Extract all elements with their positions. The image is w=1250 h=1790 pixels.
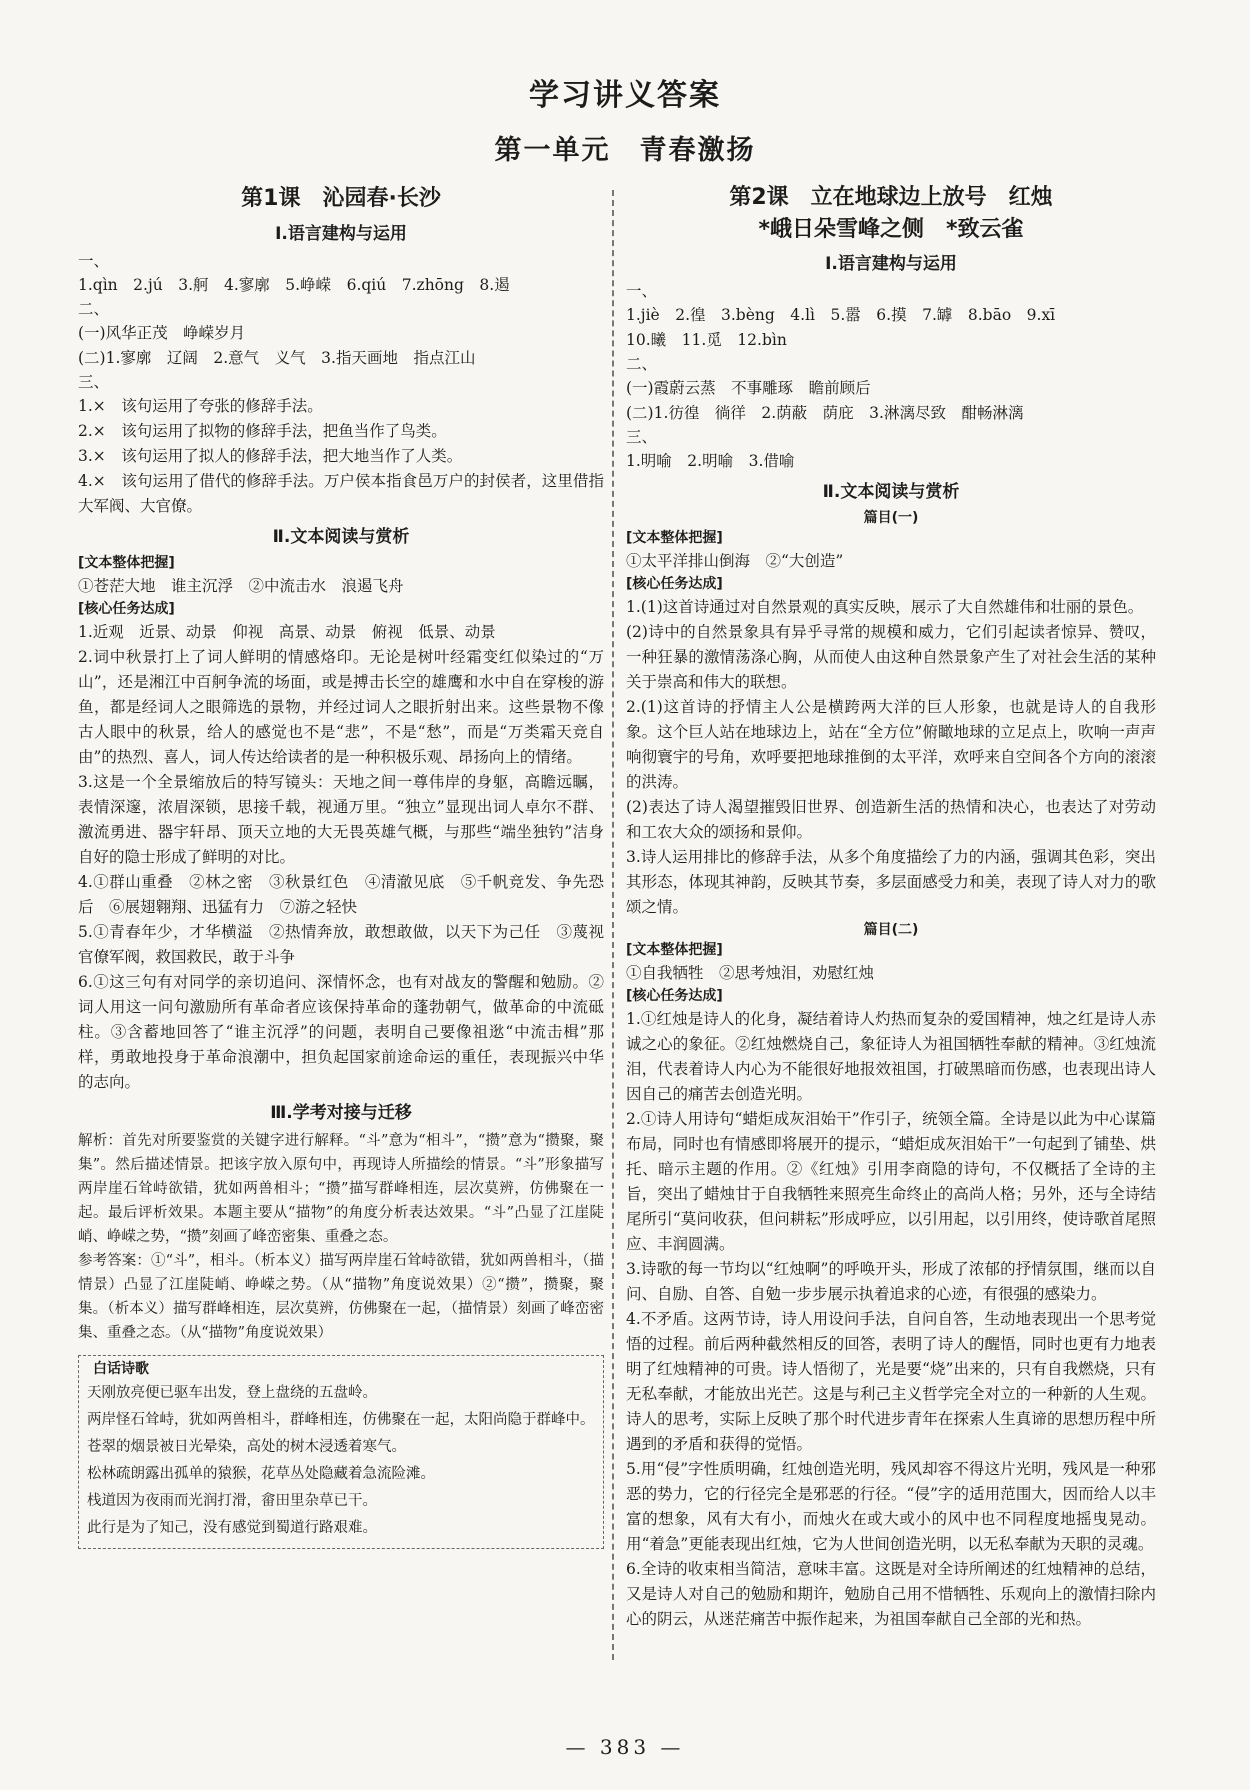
group-2-line-1: (一)风华正茂 峥嵘岁月 — [78, 324, 246, 342]
poem-line: 两岸怪石耸峙，犹如两兽相斗，群峰相连，仿佛聚在一起，太阳尚隐于群峰中。 — [87, 1412, 595, 1428]
vernacular-poem-title: 白话诗歌 — [93, 1361, 149, 1377]
group-1-answers: 1.qìn 2.jú 3.舸 4.寥廓 5.峥嵘 6.qiú 7.zhōng 8.遏 — [78, 276, 510, 294]
reference-answer: 参考答案：①“斗”，相斗。（析本义）描写两岸崖石耸峙欲错，犹如两兽相斗，（描情景）凸显了江崖陡峭、峥嵘之势。（从“描物”角度说效果）②“攒”，攒聚，聚集。（析本义）描写群峰相连，层次莫辨，仿佛聚在一起，（描情景）刻画了峰峦密集、重叠之态。（从“描物”角度说效果） — [78, 1253, 604, 1341]
page-number: — 383 — — [565, 1735, 685, 1759]
piece-1-answer: 2.(1)这首诗的抒情主人公是横跨两大洋的巨人形象，也就是诗人的自我形象。这个巨人站在地球边上，站在“全方位”俯瞰地球的立足点上，吹响一声声响彻寰宇的号角，欢呼要把地球推倒的太平洋，欢呼来自空间各个方向的滚滚的洪涛。 — [626, 698, 1156, 791]
piece-1-answer: 3.诗人运用排比的修辞手法，从多个角度描绘了力的内涵，强调其色彩，突出其形态，体现其神韵，反映其节奏，多层面感受力和美，表现了诗人对力的歌颂之情。 — [626, 848, 1156, 916]
answer-3: 3.这是一个全景缩放后的特写镜头：天地之间一尊伟岸的身躯，高瞻远瞩，表情深邃，浓眉深锁，思接千载，视通万里。“独立”显现出词人卓尔不群、激流勇进、器宇轩昂、顶天立地的大无畏英雄气概，与那些“端坐独钓”洁身自好的隐士形成了鲜明的对比。 — [78, 773, 604, 866]
group-3-line-4: 4.× 该句运用了借代的修辞手法。万户侯本指食邑万户的封侯者，这里借指大军阀、大官僚。 — [78, 472, 604, 515]
poem-line: 此行是为了知己，没有感觉到蜀道行路艰难。 — [87, 1520, 377, 1536]
piece-1-heading: 篇目(一) — [863, 510, 919, 526]
tag-text-grasp: [文本整体把握] — [78, 555, 175, 571]
column-divider — [612, 190, 614, 1660]
piece-2-answer: 2.①诗人用诗句“蜡炬成灰泪始干”作引子，统领全篇。全诗是以此为中心谋篇布局，同时也有情感即将展开的提示，“蜡炬成灰泪始干”一句起到了铺垫、烘托、暗示主题的作用。②《红烛》引用李商隐的诗句，不仅概括了全诗的主旨，突出了蜡烛甘于自我牺牲来照亮生命终止的高尚人格；另外，还与全诗结尾所引“莫问收获，但问耕耘”形成呼应，以引用起，以引用终，使诗歌首尾照应、丰润圆满。 — [626, 1110, 1156, 1253]
poem-line: 天刚放亮便已驱车出发，登上盘绕的五盘岭。 — [87, 1385, 377, 1401]
group-3-marker: 三、 — [78, 373, 110, 391]
poem-line: 松林疏朗露出孤单的猿猴，花草丛处隐藏着急流险滩。 — [87, 1466, 435, 1482]
group-3-line-3: 3.× 该句运用了拟人的修辞手法，把大地当作了人类。 — [78, 447, 463, 465]
section-exam-title: Ⅲ.学考对接与迁移 — [270, 1103, 412, 1123]
section-reading-title: Ⅱ.文本阅读与赏析 — [272, 527, 410, 547]
tag-text-grasp: [文本整体把握] — [626, 942, 723, 958]
group-3-line-1: 1.× 该句运用了夸张的修辞手法。 — [78, 397, 323, 415]
piece-2-answer: 6.全诗的收束相当简洁，意味丰富。这既是对全诗所阐述的红烛精神的总结，又是诗人对自己的勉励和期许，勉励自己用不惜牺牲、乐观向上的激情扫除内心的阴云，从迷茫痛苦中振作起来，为祖国奉献自己全部的光和热。 — [626, 1560, 1156, 1628]
section-language-title: Ⅰ.语言建构与运用 — [275, 224, 407, 244]
tag-text-grasp: [文本整体把握] — [626, 530, 723, 546]
analysis-text: 解析：首先对所要鉴赏的关键字进行解释。“斗”意为“相斗”，“攒”意为“攒聚，聚集”。然后描述情景。把该字放入原句中，再现诗人所描绘的情景。“斗”形象描写两岸崖石耸峙欲错，犹如两兽相斗；“攒”描写群峰相连，层次莫辨，仿佛聚在一起。最后评析效果。本题主要从“描物”的角度分析表达效果。“斗”凸显了江崖陡峭、峥嵘之势，“攒”刻画了峰峦密集、重叠之态。 — [78, 1133, 604, 1245]
answer-6: 6.①这三句有对同学的亲切追问、深情怀念，也有对战友的警醒和勉励。②词人用这一问句激励所有革命者应该保持革命的蓬勃朝气，做革命的中流砥柱。③含蓄地回答了“谁主沉浮”的问题，表明自己要像祖逖“中流击楫”那样，勇敢地投身于革命浪潮中，担负起国家前途命运的重任，表现振兴中华的志向。 — [78, 973, 604, 1091]
text-grasp-answer: ①太平洋排山倒海 ②“大创造” — [626, 552, 844, 570]
group-1-marker: 一、 — [626, 282, 658, 300]
right-column — [626, 182, 1156, 1632]
unit-title: 第一单元 青春激扬 — [494, 135, 756, 166]
group-1-line-1: 1.jiè 2.徨 3.bèng 4.lì 5.嚣 6.摸 7.罅 8.bāo 9.xī — [626, 306, 1056, 324]
tag-core-task: [核心任务达成] — [626, 576, 723, 592]
piece-2-heading: 篇目(二) — [863, 922, 919, 938]
vernacular-poem-box — [78, 1355, 604, 1549]
group-2-line-1: (一)霞蔚云蒸 不事雕琢 瞻前顾后 — [626, 379, 871, 397]
group-2-marker: 二、 — [626, 355, 658, 373]
group-1-marker: 一、 — [78, 252, 110, 270]
text-grasp-answer: ①苍茫大地 谁主沉浮 ②中流击水 浪遏飞舟 — [78, 577, 404, 595]
page-title: 学习讲义答案 — [529, 78, 721, 113]
section-language-title: Ⅰ.语言建构与运用 — [825, 254, 957, 274]
piece-2-answer: 1.①红烛是诗人的化身，凝结着诗人灼热而复杂的爱国精神，烛之红是诗人赤诚之心的象征。②红烛燃烧自己，象征诗人为祖国牺牲奉献的精神。③红烛流泪，代表着诗人内心为不能很好地报效祖国，打破黑暗而伤感，也表现出诗人因自己的痛苦去创造光明。 — [626, 1010, 1156, 1103]
tag-core-task: [核心任务达成] — [78, 601, 175, 617]
group-2-line-2: (二)1.彷徨 徜徉 2.荫蔽 荫庇 3.淋漓尽致 酣畅淋漓 — [626, 404, 1024, 422]
lesson-2-title: 第2课 立在地球边上放号 红烛 — [729, 185, 1053, 210]
section-reading-title: Ⅱ.文本阅读与赏析 — [822, 482, 960, 502]
piece-2-answer: 4.不矛盾。这两节诗，诗人用设问手法，自问自答，生动地表现出一个思考觉悟的过程。前后两种截然相反的回答，表明了诗人的醒悟，同时也更有力地表明了红烛精神的可贵。诗人悟彻了，光是要“烧”出来的，只有自我燃烧，只有无私奉献，才能放出光芒。这是与利己主义哲学完全对立的一种新的人生观。诗人的思考，实际上反映了那个时代进步青年在探索人生真谛的思想历程中所遇到的矛盾和获得的觉悟。 — [626, 1310, 1156, 1453]
poem-line: 苍翠的烟景被日光晕染，高处的树木浸透着寒气。 — [87, 1439, 406, 1455]
piece-1-answer: (2)诗中的自然景象具有异乎寻常的规模和威力，它们引起读者惊异、赞叹，一种狂暴的激情荡涤心胸，从而使人由这种自然景象产生了对社会生活的某种关于崇高和伟大的联想。 — [626, 623, 1156, 691]
group-3-marker: 三、 — [626, 428, 658, 446]
answer-2: 2.词中秋景打上了词人鲜明的情感烙印。无论是树叶经霜变红似染过的“万山”，还是湘江中百舸争流的场面，或是搏击长空的雄鹰和水中自在穿梭的游鱼，都是经词人之眼筛选的景物，并经过词人之眼折射出来。这些景物不像古人眼中的秋景，给人的感觉也不是“悲”，不是“愁”，而是“万类霜天竞自由”的热烈、喜人，词人传达给读者的是一种积极乐观、昂扬向上的情绪。 — [78, 648, 604, 766]
group-3-line-1: 1.明喻 2.明喻 3.借喻 — [626, 452, 795, 470]
text-grasp-answer: ①自我牺牲 ②思考烛泪，劝慰红烛 — [626, 964, 875, 982]
group-2-line-2: (二)1.寥廓 辽阔 2.意气 义气 3.指天画地 指点江山 — [78, 349, 476, 367]
piece-2-answer: 3.诗歌的每一节均以“红烛啊”的呼唤开头，形成了浓郁的抒情氛围，继而以自问、自励、自答、自勉一步步展示执着追求的心迹，有很强的感染力。 — [626, 1260, 1156, 1303]
group-1-line-2: 10.曦 11.觅 12.bìn — [626, 331, 787, 349]
piece-1-answer: (2)表达了诗人渴望摧毁旧世界、创造新生活的热情和决心，也表达了对劳动和工农大众的颂扬和景仰。 — [626, 798, 1156, 841]
piece-2-answer: 5.用“侵”字性质明确，红烛创造光明，残风却容不得这片光明，残风是一种邪恶的势力，它的行径完全是邪恶的行径。“侵”字的适用范围大，因而给人以丰富的想象，风有大有小，而烛火在或大或小的风中也不同程度地摇曳晃动。用“着急”更能表现出红烛，它为人世间创造光明，以无私奉献为天职的灵魂。 — [626, 1460, 1156, 1553]
piece-1-answer: 1.(1)这首诗通过对自然景观的真实反映，展示了大自然雄伟和壮丽的景色。 — [626, 598, 1144, 616]
answer-4: 4.①群山重叠 ②林之密 ③秋景红色 ④清澈见底 ⑤千帆竞发、争先恐后 ⑥展翅翱翔、迅猛有力 ⑦游之轻快 — [78, 873, 604, 916]
group-2-marker: 二、 — [78, 300, 110, 318]
tag-core-task: [核心任务达成] — [626, 988, 723, 1004]
left-column — [78, 182, 604, 1549]
lesson-1-title: 第1课 沁园春·长沙 — [241, 186, 441, 211]
answer-1: 1.近观 近景、动景 仰视 高景、动景 俯视 低景、动景 — [78, 623, 496, 641]
poem-line: 栈道因为夜雨而光润打滑，畲田里杂草已干。 — [87, 1493, 377, 1509]
group-3-line-2: 2.× 该句运用了拟物的修辞手法，把鱼当作了鸟类。 — [78, 422, 447, 440]
lesson-2-subtitle: *峨日朵雪峰之侧 *致云雀 — [758, 217, 1024, 242]
answer-5: 5.①青春年少，才华横溢 ②热情奔放，敢想敢做，以天下为己任 ③蔑视官僚军阀，救国救民，敢于斗争 — [78, 923, 604, 966]
